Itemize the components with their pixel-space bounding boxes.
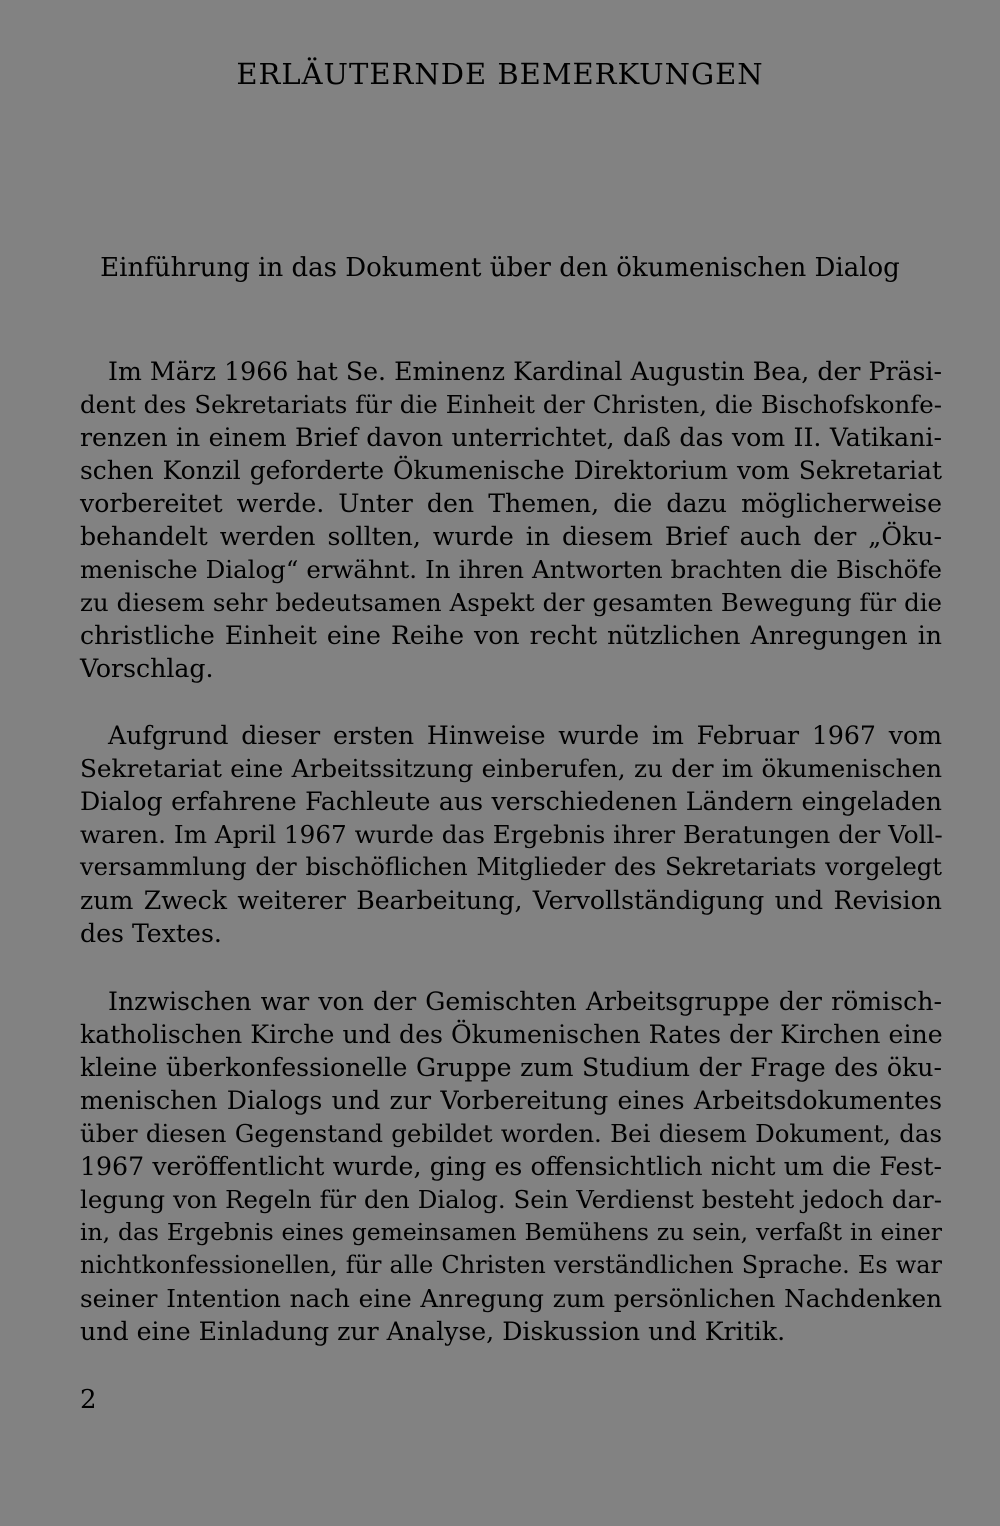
paragraph-line: Sekretariat eine Arbeitssitzung einberufen, zu der im ökumenischen [80, 754, 942, 783]
paragraph-line: vorbereitet werde. Unter den Themen, die dazu möglicherweise [80, 489, 942, 518]
paragraph-line: Aufgrund dieser ersten Hinweise wurde im Februar 1967 vom [108, 721, 942, 750]
paragraph-line: Dialog erfahrene Fachleute aus verschiedenen Ländern eingeladen [80, 787, 942, 816]
paragraph-line: legung von Regeln für den Dialog. Sein Verdienst besteht jedoch dar- [80, 1185, 942, 1214]
paragraph-line: behandelt werden sollten, wurde in diesem Brief auch der „Öku- [80, 522, 942, 551]
paragraph-line: versammlung der bischöflichen Mitglieder des Sekretariats vorgelegt [80, 853, 942, 881]
paragraph-2 [80, 719, 942, 950]
paragraph-line: über diesen Gegenstand gebildet worden. Bei diesem Dokument, das [80, 1119, 942, 1148]
paragraph-line: christliche Einheit eine Reihe von recht nützlichen Anregungen in [80, 621, 942, 650]
paragraph-line: menische Dialog“ erwähnt. In ihren Antworten brachten die Bischöfe [80, 555, 942, 584]
paragraph-line: seiner Intention nach eine Anregung zum persönlichen Nachdenken [80, 1284, 942, 1313]
paragraph-line: kleine überkonfessionelle Gruppe zum Studium der Frage des öku- [80, 1053, 942, 1082]
paragraph-line: 1967 veröffentlicht wurde, ging es offensichtlich nicht um die Fest- [80, 1152, 942, 1181]
paragraph-line: Im März 1966 hat Se. Eminenz Kardinal Augustin Bea, der Präsi- [108, 357, 942, 386]
paragraph-line: Inzwischen war von der Gemischten Arbeitsgruppe der römisch- [108, 987, 942, 1016]
paragraph-line: waren. Im April 1967 wurde das Ergebnis ihrer Beratungen der Voll- [80, 820, 943, 849]
page-number: 2 [80, 1385, 97, 1415]
paragraph-line: menischen Dialogs und zur Vorbereitung eines Arbeitsdokumentes [80, 1086, 942, 1115]
paragraph-line: und eine Einladung zur Analyse, Diskussion und Kritik. [80, 1317, 786, 1346]
paragraph-line: dent des Sekretariats für die Einheit der Christen, die Bischofskonfe- [80, 390, 942, 419]
paragraph-line: zum Zweck weiterer Bearbeitung, Vervollständigung und Revision [80, 886, 942, 915]
paragraph-line: Vorschlag. [80, 654, 214, 683]
paragraph-line: renzen in einem Brief davon unterrichtet, daß das vom II. Vatikani- [80, 423, 942, 452]
paragraph-1 [80, 355, 942, 685]
paragraph-line: zu diesem sehr bedeutsamen Aspekt der gesamten Bewegung für die [80, 588, 942, 617]
paragraph-line: schen Konzil geforderte Ökumenische Direktorium vom Sekretariat [80, 456, 942, 485]
paragraph-line: des Textes. [80, 919, 222, 948]
section-title: Einführung in das Dokument über den ökumenischen Dialog [100, 253, 900, 283]
paragraph-3 [80, 985, 942, 1348]
paragraph-line: in, das Ergebnis eines gemeinsamen Bemühens zu sein, verfaßt in einer [80, 1218, 942, 1246]
paragraph-line: nichtkonfessionellen, für alle Christen verständlichen Sprache. Es war [80, 1251, 942, 1279]
running-head: ERLÄUTERNDE BEMERKUNGEN [236, 57, 764, 91]
paragraph-line: katholischen Kirche und des Ökumenischen Rates der Kirchen eine [80, 1020, 943, 1049]
